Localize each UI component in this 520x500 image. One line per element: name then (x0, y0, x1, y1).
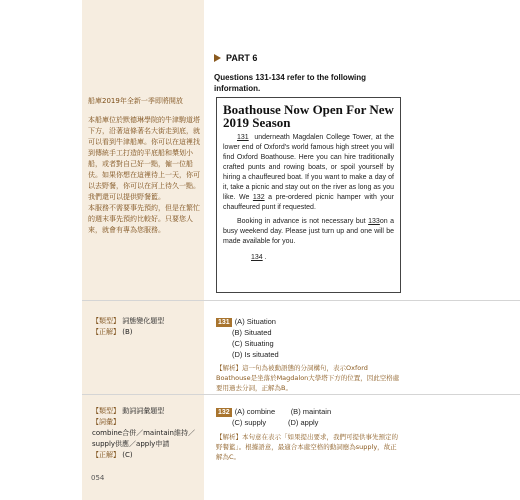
option-b: (B) Situated (232, 328, 272, 337)
translation-title: 船庫2019年全新一季即將開放 (88, 97, 183, 105)
question-instruction: Questions 131-134 refer to the following information. (214, 73, 367, 93)
ad-title: Boathouse Now Open For New 2019 Season (223, 102, 394, 130)
ad-paragraph-2: Booking in advance is not necessary but 133on a busy weekend day. Please just turn up and one will be made available for you. (223, 218, 394, 245)
option-d: (D) Is situated (232, 350, 279, 359)
section-divider (82, 300, 520, 301)
q132-labels: 【類型】 動詞詞彙題型 【詞彙】 combine合併／maintain維持／supply供應／apply申請 【正解】 (C) (92, 407, 195, 459)
page-number: 054 (91, 474, 105, 482)
sidebar-translation (88, 96, 202, 236)
ad-paragraph-3: 134 . (251, 254, 267, 261)
section-divider (82, 394, 520, 395)
option-a: (A) Situation (234, 317, 276, 326)
blank-132: 132 (252, 194, 265, 201)
translation-paragraph-2: 本服務不需要事先預約，但是在繁忙的週末事先預約比較好。只要您人來，就會有專為您服務。 (88, 204, 200, 234)
q131-labels: 【類型】 詞態變化題型 【正解】 (B) (92, 317, 165, 336)
boathouse-advertisement (216, 97, 401, 293)
translation-paragraph: 本船庫位於默德琳學院的牛津駒道塔下方，沿著這條著名大街走到底，就可以看到牛津船庫。你可以在這裡找到傳統手工打造的平底船和槳划小船，或者對自己好一點，僱一位船伕。如果你想在這裡待上一天，你可以去野餐，你可以在河上待久一點。我們還可以提供野餐籃。 (88, 116, 200, 201)
option-b: (B) maintain (290, 407, 332, 416)
q131-explanation: 【解析】這一句為被動語態的分詞構句，表示Oxford Boathouse是坐落於Magdalon大學塔下方的位置，因此空格處要用過去分詞，正解為B。 (216, 364, 400, 392)
q132-options (216, 406, 331, 428)
question-number-131: 131 (218, 319, 230, 326)
option-a: (A) combine (234, 407, 276, 416)
ad-paragraph-1: 131 underneath Magdalen College Tower, at the lower end of Oxford's world famous high street you will find Oxford Boathouse. Here you can hire traditionally crafted punts and rowing boats, or spoil yourself by hiring a chauffeured boat. If you want to make a day of it, take a picnic and stay out on the river as long as you like. We 132 a pre-ordered picnic hamper with your chauffeured punt if requested. (223, 134, 394, 211)
blank-131: 131 (237, 134, 249, 141)
triangle-marker-icon (214, 54, 221, 62)
option-d: (D) apply (288, 418, 319, 427)
blank-134: 134 (251, 254, 263, 261)
option-c: (C) Situating (232, 339, 274, 348)
part-label: PART 6 (226, 53, 258, 63)
blank-133: 133 (368, 218, 380, 225)
q132-explanation: 【解析】本句意在表示「如果提出要求，我們可提供事先預定的野餐籃」。根據語意，最適合本處空格的動詞應為supply，故正解為C。 (216, 433, 398, 461)
option-c: (C) supply (232, 418, 267, 427)
q131-options (216, 316, 279, 360)
question-number-132: 132 (218, 409, 230, 416)
part-heading (214, 53, 257, 63)
